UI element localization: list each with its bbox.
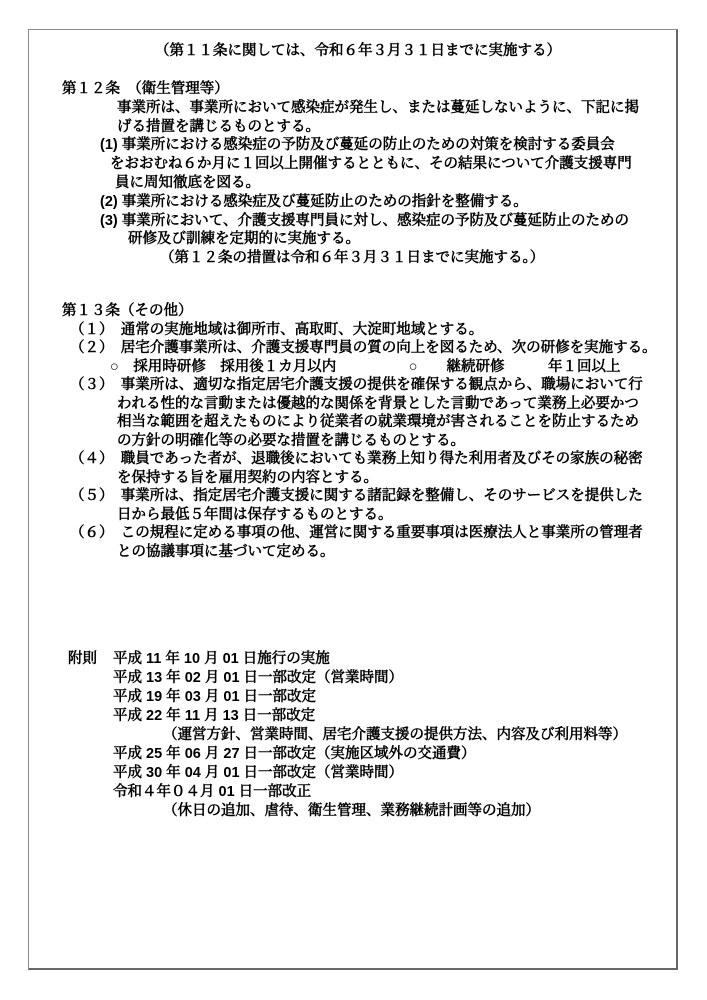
article-12-item-3-line-1: (3) 事業所において、介護支援専門員に対し、感染症の予防及び蔓延防止のための	[100, 212, 629, 229]
article-13-item-5-line-1: （５） 事業所は、指定居宅介護支援に関する諸記録を整備し、そのサービスを提供した	[70, 488, 643, 504]
article-12-item-1-line-2: をおおむね６か月に１回以上開催するとともに、その結果について介護支援専門	[110, 156, 632, 173]
article-13-item-3-line-3: 相当な範囲を超えたものにより従業者の就業環境が害されることを防止するため	[117, 414, 639, 430]
article-13-item-2-line-2: ○ 採用時研修 採用後１カ月以内 ○ 継続研修 年１回以上	[110, 358, 621, 375]
article-13-section	[29, 302, 657, 561]
article-13-item-1: （１） 通常の実施地域は御所市、高取町、大淀町地域とする。	[70, 321, 484, 338]
article-12-item-2: (2) 事業所における感染症及び蔓延防止のための指針を整備する。	[100, 193, 528, 210]
article-12-section	[29, 80, 639, 268]
appendix-entry: 平成 11 年 10 月 01 日施行の実施	[113, 651, 330, 667]
article-13-item-2-line-1: （２） 居宅介護事業所は、介護支援専門員の質の向上を図るため、次の研修を実施する。	[70, 340, 657, 356]
article-12-body-line-2: げる措置を講じるものとする。	[117, 118, 320, 135]
appendix-entry: 平成 25 年 06 月 27 日一部改定（実施区域外の交通費）	[113, 746, 476, 762]
appendix-entry: 平成 22 年 11 月 13 日一部改定	[113, 708, 316, 724]
appendix-entries	[113, 650, 676, 821]
article-12-deadline-note: （第１２条の措置は令和６年３月３１日までに実施する。）	[160, 250, 545, 267]
appendix-subnote: （休日の追加、虐待、衛生管理、業務継続計画等の追加）	[163, 803, 540, 819]
appendix-subnote: （運営方針、営業時間、居宅介護支援の提供方法、内容及び利用料等）	[163, 727, 627, 743]
appendix-section	[29, 650, 676, 821]
appendix-entry: 平成 30 年 04 月 01 日一部改定（営業時間）	[113, 765, 404, 781]
article-12-item-1-line-1: (1) 事業所における感染症の予防及び蔓延の防止のための対策を検討する委員会	[100, 137, 615, 154]
appendix-entry: 令和４年０４月 01 日一部改正	[113, 784, 312, 800]
article-13-item-3-line-4: の方針の明確化等の必要な措置を講じるものとする。	[117, 432, 465, 449]
appendix-entry: 平成 13 年 02 月 01 日一部改定（営業時間）	[113, 670, 404, 686]
article-11-deadline-note-block	[29, 42, 561, 60]
article-13-item-6-line-2: との協議事項に基づいて定める。	[117, 543, 335, 560]
document-page	[28, 29, 678, 970]
article-11-deadline-note: （第１１条に関しては、令和６年３月３１日までに実施する）	[155, 43, 561, 59]
article-12-item-3-line-2: 研修及び訓練を定期的に実施する。	[128, 231, 360, 248]
article-12-item-1-line-3: 員に周知徹底を図る。	[115, 174, 260, 191]
article-13-item-4-line-1: （４） 職員であった者が、退職後においても業務上知り得た利用者及びその家族の秘密	[70, 451, 643, 467]
article-13-item-3-line-2: われる性的な言動または優越的な関係を背景とした言動であって業務上必要かつ	[117, 395, 639, 412]
article-13-item-3-line-1: （３） 事業所は、適切な指定居宅介護支援の提供を確保する観点から、職場において行	[70, 377, 643, 393]
article-13-heading: 第１３条（その他）	[62, 303, 193, 319]
appendix-entry: 平成 19 年 03 月 01 日一部改定	[113, 689, 317, 705]
article-12-heading: 第１２条 （衛生管理等）	[62, 81, 229, 97]
article-13-item-4-line-2: を保持する旨を雇用契約の内容とする。	[117, 469, 378, 486]
article-12-body-line-1: 事業所は、事業所において感染症が発生し、または蔓延しないように、下記に掲	[117, 99, 639, 116]
appendix-label: 附則	[68, 651, 97, 667]
article-13-item-6-line-1: （６） この規程に定める事項の他、運営に関する重要事項は医療法人と事業所の管理者	[70, 525, 643, 541]
article-13-item-5-line-2: 日から最低５年間は保存するものとする。	[117, 506, 393, 523]
